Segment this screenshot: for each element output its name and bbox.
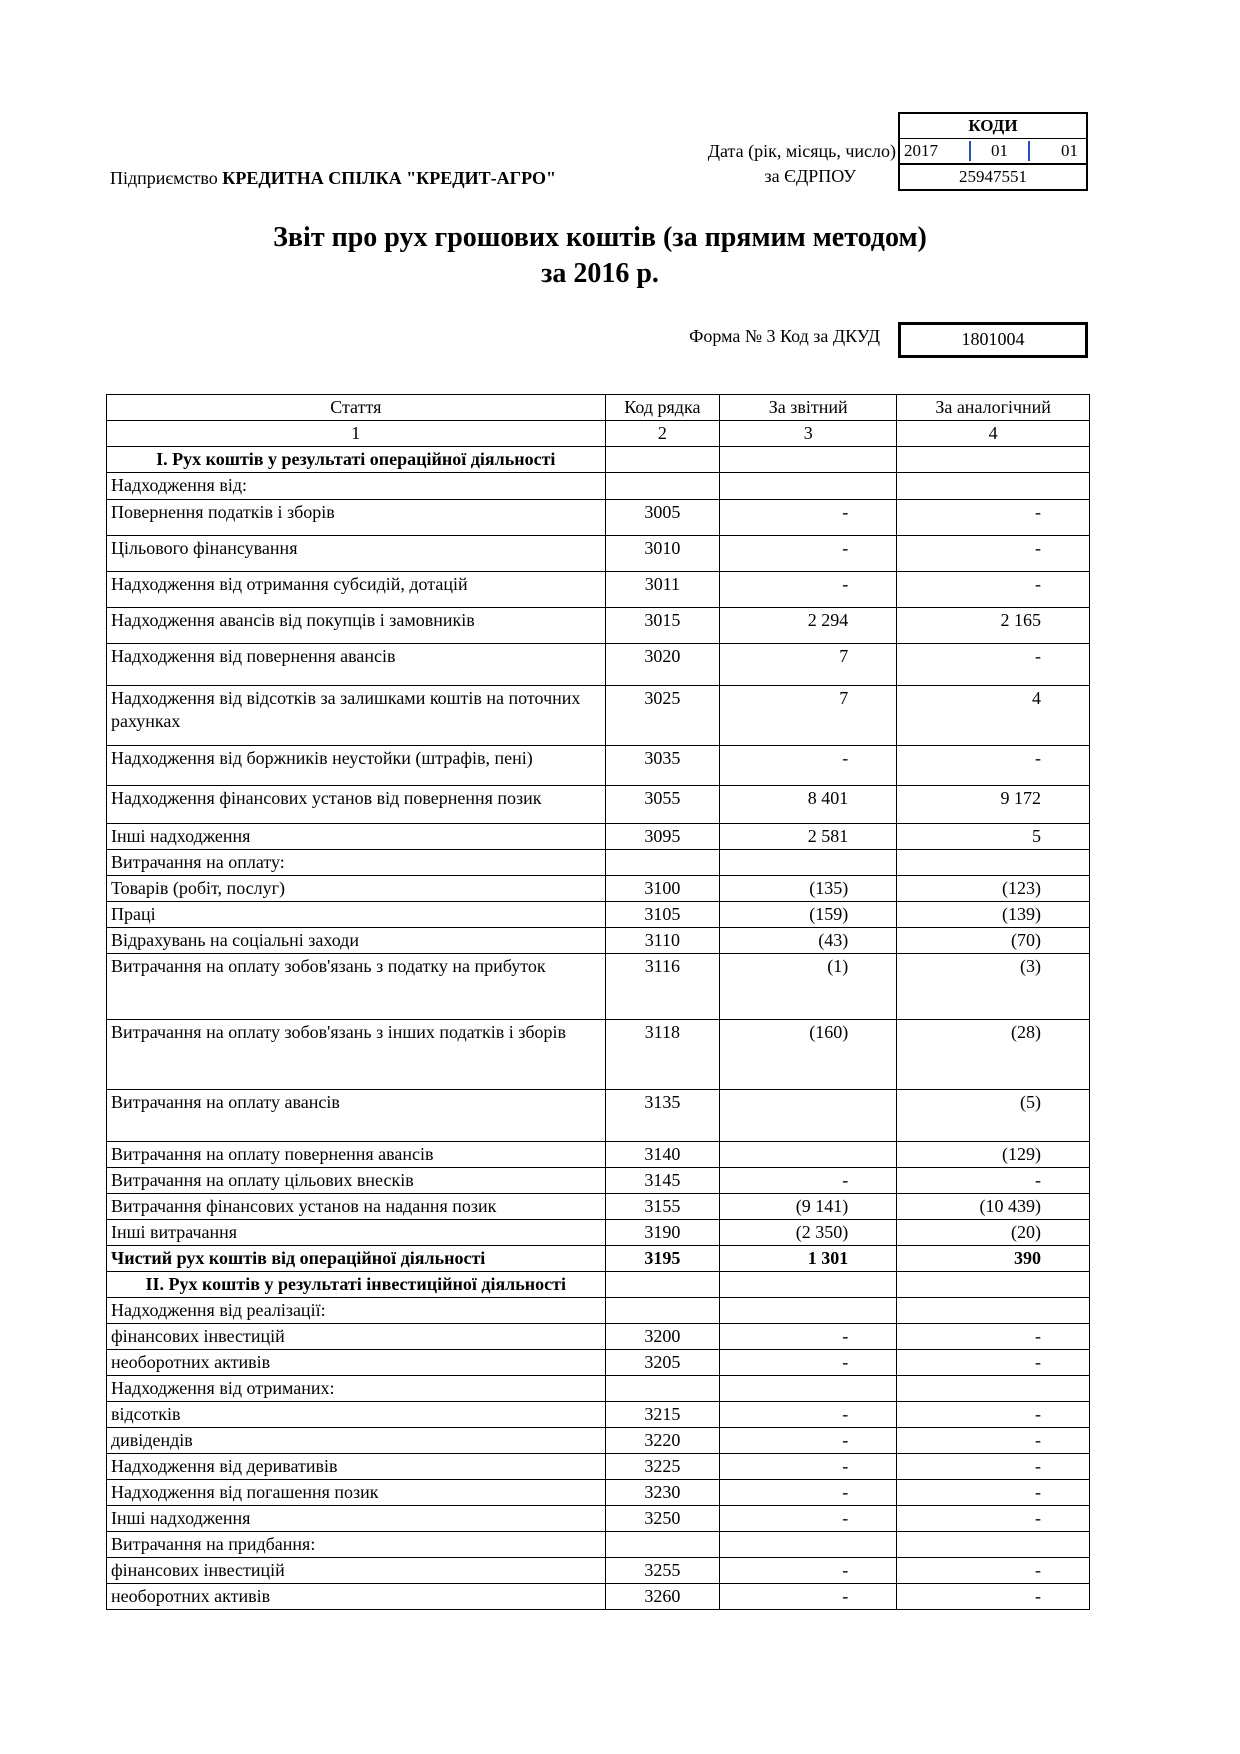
cash-flow-table	[106, 394, 1090, 1610]
date-label: Дата (рік, місяць, число)	[707, 141, 896, 161]
table-row	[107, 1480, 1090, 1506]
col-header-current: За звітний	[720, 395, 897, 421]
row-code: 3260	[605, 1584, 720, 1610]
row-current-value: -	[720, 1480, 897, 1506]
row-code: 3105	[605, 902, 720, 928]
row-previous-value: -	[897, 1558, 1090, 1584]
row-article: Надходження від деривативів	[107, 1454, 606, 1480]
row-code: 3015	[605, 608, 720, 644]
row-code	[605, 1298, 720, 1324]
row-previous-value: (20)	[897, 1220, 1090, 1246]
edrpou-label: за ЄДРПОУ	[764, 166, 856, 186]
row-previous-value	[897, 1532, 1090, 1558]
table-row	[107, 1584, 1090, 1610]
table-number-row	[107, 421, 1090, 447]
row-previous-value	[897, 447, 1090, 473]
col-number: 2	[605, 421, 720, 447]
row-article: Надходження від повернення авансів	[107, 644, 606, 686]
row-previous-value	[897, 473, 1090, 500]
row-article: Надходження фінансових установ від повернення позик	[107, 786, 606, 824]
row-code: 3118	[605, 1020, 720, 1090]
row-previous-value	[897, 1298, 1090, 1324]
row-current-value: 2 294	[720, 608, 897, 644]
row-current-value: -	[720, 1428, 897, 1454]
table-row	[107, 746, 1090, 786]
row-current-value: 2 581	[720, 824, 897, 850]
enterprise-name: КРЕДИТНА СПІЛКА "КРЕДИТ-АГРО"	[222, 168, 556, 188]
row-article: Товарів (робіт, послуг)	[107, 876, 606, 902]
table-row	[107, 1428, 1090, 1454]
row-article: Інші надходження	[107, 824, 606, 850]
row-current-value: (1)	[720, 954, 897, 1020]
row-previous-value: -	[897, 536, 1090, 572]
row-current-value: -	[720, 1324, 897, 1350]
row-current-value: -	[720, 572, 897, 608]
row-previous-value: -	[897, 572, 1090, 608]
row-current-value	[720, 1298, 897, 1324]
row-previous-value	[897, 1272, 1090, 1298]
table-row	[107, 1350, 1090, 1376]
table-row	[107, 1376, 1090, 1402]
table-row	[107, 786, 1090, 824]
row-previous-value: (5)	[897, 1090, 1090, 1142]
row-article: необоротних активів	[107, 1350, 606, 1376]
row-code: 3220	[605, 1428, 720, 1454]
row-code: 3155	[605, 1194, 720, 1220]
table-row	[107, 1142, 1090, 1168]
table-row	[107, 876, 1090, 902]
col-number: 4	[897, 421, 1090, 447]
row-previous-value: -	[897, 1402, 1090, 1428]
table-row	[107, 500, 1090, 536]
row-previous-value: (123)	[897, 876, 1090, 902]
row-current-value: 7	[720, 686, 897, 746]
row-article: Надходження від відсотків за залишками коштів на поточних рахунках	[107, 686, 606, 746]
row-code: 3135	[605, 1090, 720, 1142]
table-row	[107, 1194, 1090, 1220]
dkud-code: 1801004	[898, 322, 1088, 358]
table-row	[107, 954, 1090, 1020]
row-current-value	[720, 850, 897, 876]
table-row	[107, 1324, 1090, 1350]
table-row	[107, 824, 1090, 850]
row-current-value: -	[720, 536, 897, 572]
codes-header: КОДИ	[899, 113, 1087, 139]
row-previous-value: -	[897, 644, 1090, 686]
row-code: 3225	[605, 1454, 720, 1480]
row-article: Відрахувань на соціальні заходи	[107, 928, 606, 954]
row-article: Надходження від погашення позик	[107, 1480, 606, 1506]
row-current-value: (2 350)	[720, 1220, 897, 1246]
row-previous-value: 390	[897, 1246, 1090, 1272]
row-article: Витрачання на оплату зобов'язань з інших податків і зборів	[107, 1020, 606, 1090]
row-code: 3010	[605, 536, 720, 572]
col-header-code: Код рядка	[605, 395, 720, 421]
row-code	[605, 447, 720, 473]
table-row	[107, 850, 1090, 876]
row-code	[605, 473, 720, 500]
table-row	[107, 644, 1090, 686]
row-previous-value: 5	[897, 824, 1090, 850]
row-previous-value: (3)	[897, 954, 1090, 1020]
table-row	[107, 1246, 1090, 1272]
row-code: 3200	[605, 1324, 720, 1350]
row-code: 3145	[605, 1168, 720, 1194]
row-code: 3205	[605, 1350, 720, 1376]
row-previous-value: -	[897, 1350, 1090, 1376]
table-row	[107, 686, 1090, 746]
row-previous-value: 4	[897, 686, 1090, 746]
row-article: дивідендів	[107, 1428, 606, 1454]
row-code: 3020	[605, 644, 720, 686]
row-current-value	[720, 1090, 897, 1142]
row-code: 3011	[605, 572, 720, 608]
row-code: 3190	[605, 1220, 720, 1246]
table-row	[107, 1532, 1090, 1558]
table-row	[107, 1020, 1090, 1090]
table-row	[107, 1090, 1090, 1142]
row-article: Витрачання на оплату зобов'язань з податку на прибуток	[107, 954, 606, 1020]
table-row	[107, 572, 1090, 608]
report-period: за 2016 р.	[541, 258, 659, 289]
row-previous-value: -	[897, 1168, 1090, 1194]
row-code	[605, 1376, 720, 1402]
row-current-value: 8 401	[720, 786, 897, 824]
report-title: Звіт про рух грошових коштів (за прямим методом)	[273, 222, 927, 253]
row-code: 3055	[605, 786, 720, 824]
row-article: Надходження від отримання субсидій, дотацій	[107, 572, 606, 608]
row-code: 3250	[605, 1506, 720, 1532]
row-article: ІІ. Рух коштів у результаті інвестиційної діяльності	[107, 1272, 606, 1298]
table-row	[107, 447, 1090, 473]
table-row	[107, 536, 1090, 572]
row-current-value: -	[720, 1168, 897, 1194]
row-previous-value: -	[897, 1428, 1090, 1454]
col-number: 1	[107, 421, 606, 447]
row-current-value: -	[720, 1558, 897, 1584]
row-current-value: (43)	[720, 928, 897, 954]
table-row	[107, 1272, 1090, 1298]
row-previous-value: 9 172	[897, 786, 1090, 824]
row-previous-value: (28)	[897, 1020, 1090, 1090]
row-previous-value: -	[897, 1584, 1090, 1610]
table-row	[107, 1298, 1090, 1324]
row-previous-value: (129)	[897, 1142, 1090, 1168]
row-article: Інші надходження	[107, 1506, 606, 1532]
row-article: Витрачання фінансових установ на надання позик	[107, 1194, 606, 1220]
row-code: 3215	[605, 1402, 720, 1428]
row-article: Надходження від боржників неустойки (штрафів, пені)	[107, 746, 606, 786]
row-article: фінансових інвестицій	[107, 1558, 606, 1584]
row-article: Праці	[107, 902, 606, 928]
row-code	[605, 1532, 720, 1558]
row-previous-value: -	[897, 1506, 1090, 1532]
row-code: 3095	[605, 824, 720, 850]
row-previous-value	[897, 1376, 1090, 1402]
row-article: відсотків	[107, 1402, 606, 1428]
row-previous-value: (139)	[897, 902, 1090, 928]
table-row	[107, 902, 1090, 928]
row-previous-value: -	[897, 1454, 1090, 1480]
row-article: Цільового фінансування	[107, 536, 606, 572]
edrpou-code: 25947551	[899, 164, 1087, 190]
table-row	[107, 1402, 1090, 1428]
row-code: 3110	[605, 928, 720, 954]
row-code: 3100	[605, 876, 720, 902]
row-current-value: (135)	[720, 876, 897, 902]
row-current-value: 1 301	[720, 1246, 897, 1272]
row-article: Інші витрачання	[107, 1220, 606, 1246]
date-codes	[899, 139, 1087, 165]
form-label: Форма № 3 Код за ДКУД	[689, 326, 880, 346]
enterprise-label: Підприємство	[110, 168, 218, 188]
table-header-row	[107, 395, 1090, 421]
table-row	[107, 1168, 1090, 1194]
row-previous-value: -	[897, 746, 1090, 786]
row-previous-value: -	[897, 1480, 1090, 1506]
row-current-value: -	[720, 1584, 897, 1610]
row-article: фінансових інвестицій	[107, 1324, 606, 1350]
row-current-value: 7	[720, 644, 897, 686]
row-previous-value: -	[897, 500, 1090, 536]
row-article: Надходження від:	[107, 473, 606, 500]
row-previous-value: -	[897, 1324, 1090, 1350]
col-header-previous: За аналогічний	[897, 395, 1090, 421]
row-current-value: -	[720, 1454, 897, 1480]
col-number: 3	[720, 421, 897, 447]
table-row	[107, 1506, 1090, 1532]
table-row	[107, 1558, 1090, 1584]
date-day: 01	[1061, 141, 1078, 160]
row-article: Чистий рух коштів від операційної діяльності	[107, 1246, 606, 1272]
row-current-value	[720, 473, 897, 500]
row-current-value: -	[720, 500, 897, 536]
date-year: 2017	[904, 141, 938, 160]
row-current-value: -	[720, 1350, 897, 1376]
table-row	[107, 608, 1090, 644]
row-code: 3005	[605, 500, 720, 536]
row-previous-value: (10 439)	[897, 1194, 1090, 1220]
row-current-value: (9 141)	[720, 1194, 897, 1220]
col-header-article: Стаття	[107, 395, 606, 421]
table-row	[107, 1220, 1090, 1246]
row-article: Витрачання на оплату повернення авансів	[107, 1142, 606, 1168]
row-previous-value	[897, 850, 1090, 876]
row-current-value: -	[720, 1506, 897, 1532]
row-previous-value: (70)	[897, 928, 1090, 954]
row-current-value	[720, 1142, 897, 1168]
row-code: 3140	[605, 1142, 720, 1168]
row-current-value: (159)	[720, 902, 897, 928]
row-article: Надходження авансів від покупців і замовників	[107, 608, 606, 644]
row-code: 3116	[605, 954, 720, 1020]
table-row	[107, 928, 1090, 954]
row-current-value: -	[720, 1402, 897, 1428]
row-code: 3195	[605, 1246, 720, 1272]
row-code: 3255	[605, 1558, 720, 1584]
table-row	[107, 473, 1090, 500]
row-code: 3230	[605, 1480, 720, 1506]
row-article: Витрачання на оплату:	[107, 850, 606, 876]
row-current-value	[720, 1376, 897, 1402]
row-article: Надходження від отриманих:	[107, 1376, 606, 1402]
row-code	[605, 1272, 720, 1298]
row-code	[605, 850, 720, 876]
row-current-value: -	[720, 746, 897, 786]
row-code: 3035	[605, 746, 720, 786]
row-current-value	[720, 1532, 897, 1558]
row-article: Витрачання на оплату авансів	[107, 1090, 606, 1142]
row-article: Повернення податків і зборів	[107, 500, 606, 536]
row-article: І. Рух коштів у результаті операційної діяльності	[107, 447, 606, 473]
row-article: необоротних активів	[107, 1584, 606, 1610]
row-current-value: (160)	[720, 1020, 897, 1090]
row-current-value	[720, 447, 897, 473]
row-code: 3025	[605, 686, 720, 746]
date-month: 01	[969, 141, 1030, 161]
row-article: Витрачання на оплату цільових внесків	[107, 1168, 606, 1194]
row-previous-value: 2 165	[897, 608, 1090, 644]
codes-table	[898, 112, 1088, 191]
enterprise-line	[110, 168, 556, 189]
row-article: Витрачання на придбання:	[107, 1532, 606, 1558]
table-row	[107, 1454, 1090, 1480]
row-current-value	[720, 1272, 897, 1298]
row-article: Надходження від реалізації:	[107, 1298, 606, 1324]
